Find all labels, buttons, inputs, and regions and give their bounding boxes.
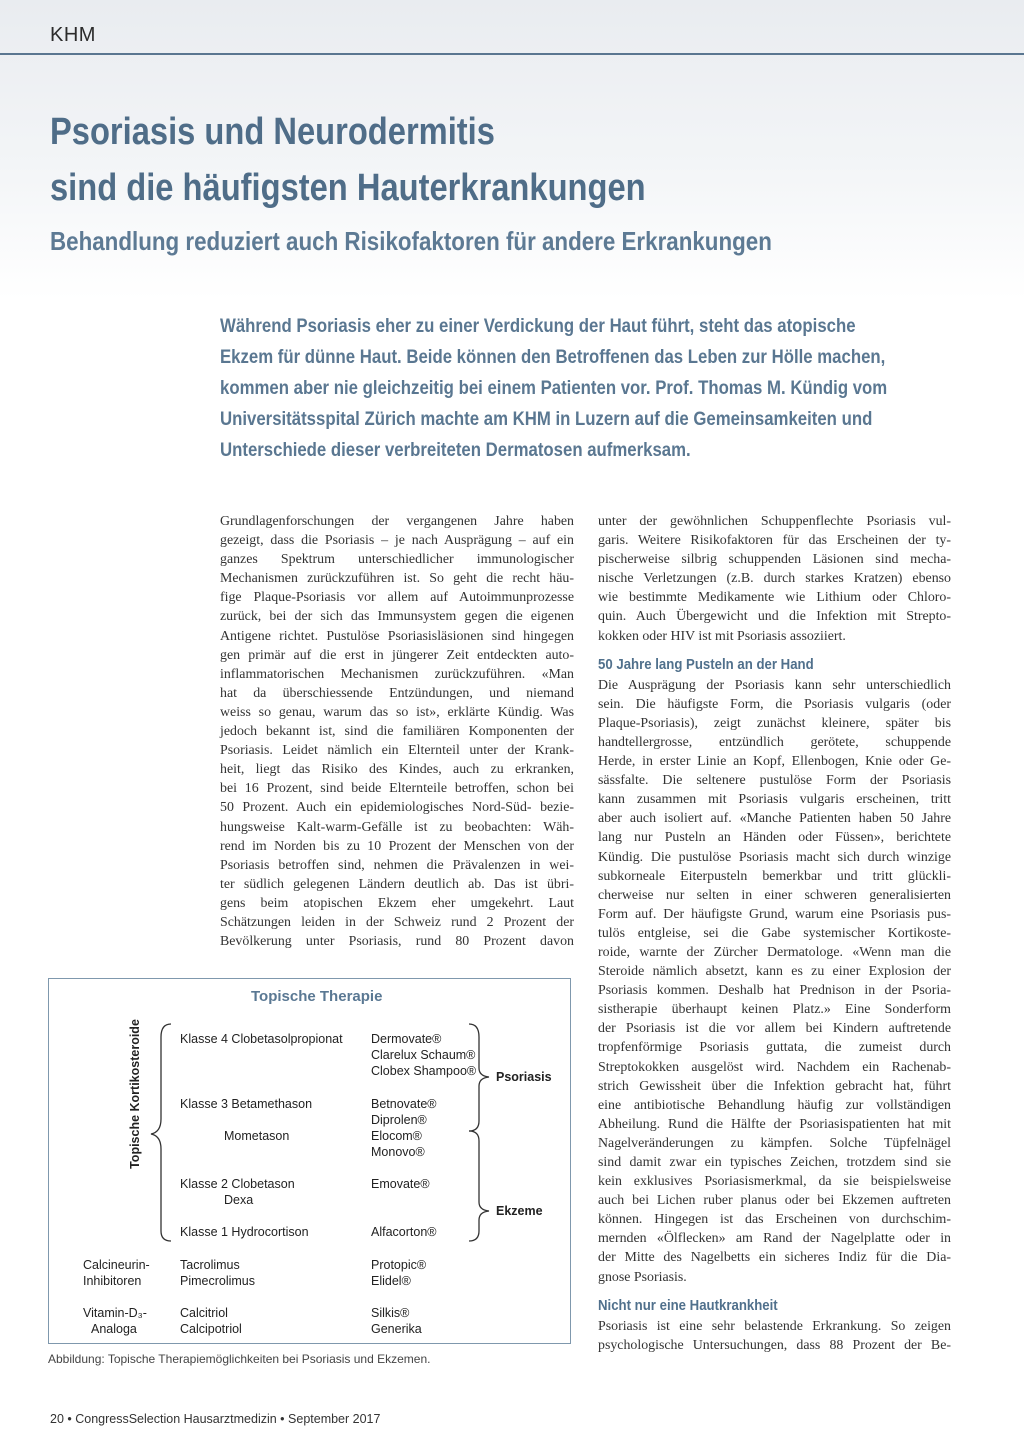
psoriasis-label: Psoriasis	[496, 1070, 552, 1084]
corticosteroid-axis-label: Topische Kortikosteroide	[128, 1019, 142, 1169]
text-line: nische Verletzungen (z.B. durch starkes Kratzen) ebenso	[598, 571, 951, 587]
text-line: Steroide nämlich absetzt, kann es zu einer Explosion der	[598, 964, 951, 980]
text-line: Nagelveränderungen zu kämpfen. Solche Tüpfelnägel	[598, 1135, 951, 1151]
ekzeme-label: Ekzeme	[496, 1204, 543, 1218]
text-line: gnose Psoriasis.	[598, 1269, 687, 1285]
mometason-label: Mometason	[224, 1129, 290, 1143]
text-line: tropfenförmige Psoriasis guttata, die zumeist durch	[598, 1040, 951, 1056]
text-line: bei 16 Prozent, sind beide Elternteile betroffen, schon bei	[220, 781, 574, 797]
article-title	[50, 104, 646, 216]
text-line: der Mitte des Nagelbetts ein sicheres Indiz für die Dia-	[598, 1250, 951, 1266]
text-line: Form auf. Der häufigste Grund, warum eine Psoriasis pus-	[598, 906, 951, 922]
product-label: Generika	[371, 1322, 422, 1336]
lead-line: Universitätsspital Zürich machte am KHM in Luzern auf die Gemeinsamkeiten und	[220, 408, 873, 430]
product-label: Dermovate®	[371, 1032, 442, 1046]
text-line: Mechanismen zurückzuführen ist. So geht die recht häu-	[220, 571, 574, 587]
text-line: aber auch isoliert auf. «Manche Patienten haben 50 Jahre	[598, 811, 951, 827]
drug-label: Calcitriol	[180, 1306, 228, 1320]
text-line: wie bestimmte Medikamente wie Lithium oder Chloro-	[598, 590, 951, 606]
text-line: Bevölkerung unter Psoriasis, rund 80 Prozent davon	[220, 934, 574, 950]
dexa-label: Dexa	[224, 1193, 254, 1207]
product-label: Betnovate®	[371, 1097, 437, 1111]
text-line: Kündig. Die pustulöse Psoriasis macht sich durch winzige	[598, 849, 951, 865]
text-line: kann zusammen mit Psoriasis vulgaris erscheinen, tritt	[598, 792, 951, 808]
section-heading: Nicht nur eine Hautkrankheit	[598, 1296, 778, 1314]
text-line: weiss so genau, warum das so ist», erklärte Kündig. Was	[220, 704, 574, 720]
product-label: Protopic®	[371, 1258, 427, 1272]
text-line: hungsweise Kalt-warm-Gefälle ist zu beobachten: Wäh-	[220, 819, 574, 835]
text-line: mernden «Ölflecken» am Rand der Nagelplatte oder in	[598, 1231, 951, 1247]
text-line: rend im Norden bis zu 10 Prozent der Menschen von der	[220, 838, 574, 854]
text-line: sässfalte. Die seltenere pustulöse Form der Psoriasis	[598, 773, 951, 789]
product-label: Clobex Shampoo®	[371, 1064, 477, 1078]
text-line: sind damit zwar ein typisches Zeichen, trotzdem sind sie	[598, 1155, 951, 1170]
text-line: inflammatorischen Mechanismen zurückzuführen. «Man	[220, 666, 574, 682]
figure-caption: Abbildung: Topische Therapiemöglichkeiten bei Psoriasis und Ekzemen.	[48, 1352, 431, 1366]
ekzeme-brace	[469, 1131, 489, 1241]
vitamin-d-label: Vitamin-D₃-	[83, 1306, 147, 1320]
text-line: Psoriasis. Leidet nämlich ein Elternteil unter der Krank-	[220, 743, 574, 759]
text-line: Die Ausprägung der Psoriasis kann sehr unterschiedlich	[598, 677, 951, 693]
text-line: roide, warnte der Zürcher Dermatologe. «Wenn man die	[598, 944, 951, 960]
text-line: Plaque-Psoriasis), zeigt zunächst kleinere, später bis	[598, 715, 951, 731]
title-line: sind die häufigsten Hauterkrankungen	[50, 167, 646, 209]
class1-label: Klasse 1 Hydrocortison	[180, 1225, 309, 1239]
page-footer: 20 • CongressSelection Hausarztmedizin • September 2017	[50, 1412, 381, 1426]
left-brace	[151, 1024, 171, 1241]
product-label: Elocom®	[371, 1129, 422, 1143]
product-label: Alfacorton®	[371, 1225, 437, 1239]
text-line: psychologische Untersuchungen, dass 88 Prozent der Be-	[598, 1337, 951, 1353]
section-label: KHM	[50, 24, 96, 46]
text-line: gen primär auf die erst in jüngerer Zeit entdeckten auto-	[220, 647, 574, 663]
figure-title: Topische Therapie	[251, 988, 383, 1005]
text-line: cherweise nur selten in einer schweren generalisierten	[598, 887, 951, 903]
lead-line: Unterschiede dieser verbreiteten Dermatosen aufmerksam.	[220, 439, 691, 461]
text-line: kokken oder HIV ist mit Psoriasis assoziiert.	[598, 628, 846, 644]
lead-paragraph	[220, 311, 908, 466]
text-line: Psoriasis ist eine sehr belastende Erkrankung. So zeigen	[598, 1318, 951, 1334]
text-line: zurück, bei der sich das Immunsystem gegen die eigenen	[220, 609, 574, 625]
calcineurin-label: Calcineurin-	[83, 1258, 150, 1272]
text-line: unter der gewöhnlichen Schuppenflechte Psoriasis vul-	[598, 514, 951, 529]
text-line: sein. Die häufigste Form, die Psoriasis vulgaris (oder	[598, 696, 951, 712]
text-line: tulös entgleise, sei die Gabe systemischer Kortikoste-	[598, 925, 951, 941]
drug-label: Calcipotriol	[180, 1322, 242, 1336]
body-column-left	[220, 512, 574, 951]
product-label: Diprolen®	[371, 1113, 427, 1127]
title-line: Psoriasis und Neurodermitis	[50, 111, 495, 153]
text-line: lang nur Pusteln an Händen oder Füssen», berichtete	[598, 830, 951, 846]
text-line: ganzes Spektrum unterschiedlicher immunologischer	[220, 552, 574, 568]
drug-label: Pimecrolimus	[180, 1274, 256, 1288]
text-line: Schätzungen leiden in der Schweiz rund 2 Prozent der	[220, 914, 574, 930]
text-line: Psoriasis betroffen sind, nehmen die Prävalenzen in wei-	[220, 857, 574, 873]
text-line: heit, liegt das Risiko des Kindes, auch zu erkranken,	[220, 762, 574, 778]
class4-label: Klasse 4 Clobetasolpropionat	[180, 1032, 343, 1046]
text-line: garis. Weitere Risikofaktoren für das Erscheinen der ty-	[598, 533, 951, 549]
text-line: ter südlich gelegenen Ländern deutlich ab. Das ist übri-	[220, 876, 574, 892]
text-line: Streptokokken ausgelöst wird. Nachdem ein Rachenab-	[598, 1059, 951, 1075]
text-line: kein exklusives Psoriasismerkmal, da sie beispielsweise	[598, 1174, 951, 1190]
product-label: Clarelux Schaum®	[371, 1048, 476, 1062]
drug-label: Tacrolimus	[180, 1258, 240, 1272]
text-line: strich Gewissheit über die Infektion gebracht hat, führt	[598, 1078, 951, 1094]
text-line: können. Hingegen ist das Erscheinen von durchschim-	[598, 1212, 951, 1228]
article-subtitle: Behandlung reduziert auch Risikofaktoren für andere Erkrankungen	[50, 226, 772, 256]
text-line: gezeigt, dass die Psoriasis – je nach Ausprägung – auf ein	[220, 533, 574, 549]
text-line: Antigene richtet. Pustulöse Psoriasisläsionen sind hingegen	[220, 628, 574, 644]
text-line: quin. Auch Übergewicht und die Infektion mit Strepto-	[598, 609, 951, 625]
lead-line: Während Psoriasis eher zu einer Verdickung der Haut führt, steht das atopische	[220, 315, 856, 337]
text-line: Herde, in erster Linie an Kopf, Ellenbogen, Knie oder Ge-	[598, 754, 951, 770]
text-line: gens beim atopischen Ekzem eher umgekehrt. Laut	[220, 895, 574, 911]
calcineurin-label: Inhibitoren	[83, 1274, 142, 1288]
text-line: fige Plaque-Psoriasis vor allem auf Autoimmunprozesse	[220, 590, 574, 606]
vitamin-d-label: Analoga	[91, 1322, 137, 1336]
lead-line: Ekzem für dünne Haut. Beide können den Betroffenen das Leben zur Hölle machen,	[220, 346, 886, 368]
text-line: auch bei Lichen ruber planus oder bei Ekzemen auftreten	[598, 1193, 951, 1209]
text-line: handtellergrosse, entzündlich gerötete, schuppende	[598, 734, 951, 750]
text-line: Grundlagenforschungen der vergangenen Jahre haben	[220, 514, 574, 529]
product-label: Elidel®	[371, 1274, 411, 1288]
header-rule	[0, 53, 1024, 55]
text-line: pischerweise silbrig schuppenden Läsionen sind mecha-	[598, 552, 951, 568]
therapy-figure	[48, 978, 571, 1344]
section-heading: 50 Jahre lang Pusteln an der Hand	[598, 655, 814, 673]
product-label: Monovo®	[371, 1145, 425, 1159]
product-label: Silkis®	[371, 1306, 410, 1320]
text-line: hat da überschiessende Entzündungen, und niemand	[220, 685, 574, 701]
lead-line: kommen aber nie gleichzeitig bei einem Patienten vor. Prof. Thomas M. Kündig vom	[220, 377, 888, 399]
text-line: der Psoriasis ist die vor allem bei Kindern auftretende	[598, 1021, 951, 1037]
text-line: 50 Prozent. Auch ein epidemiologisches Nord-Süd- bezie-	[220, 800, 574, 816]
text-line: Abheilung. Rund die Hälfte der Psoriasispatienten hat mit	[598, 1116, 951, 1132]
body-column-right	[598, 512, 951, 1355]
text-line: eine antibiotische Behandlung häufig zur vollständigen	[598, 1097, 951, 1113]
class2-label: Klasse 2 Clobetason	[180, 1177, 295, 1191]
class3-label: Klasse 3 Betamethason	[180, 1097, 313, 1111]
text-line: jedoch bekannt ist, sind die familiären Komponenten der	[220, 724, 574, 740]
text-line: sistherapie überhaupt keinen Platz.» Eine Sonderform	[598, 1002, 951, 1018]
product-label: Emovate®	[371, 1177, 430, 1191]
text-line: subkorneale Eiterpusteln bemerkbar und tritt glückli-	[598, 868, 951, 884]
text-line: Psoriasis kommen. Deshalb hat Prednison in der Psoria-	[598, 983, 951, 999]
